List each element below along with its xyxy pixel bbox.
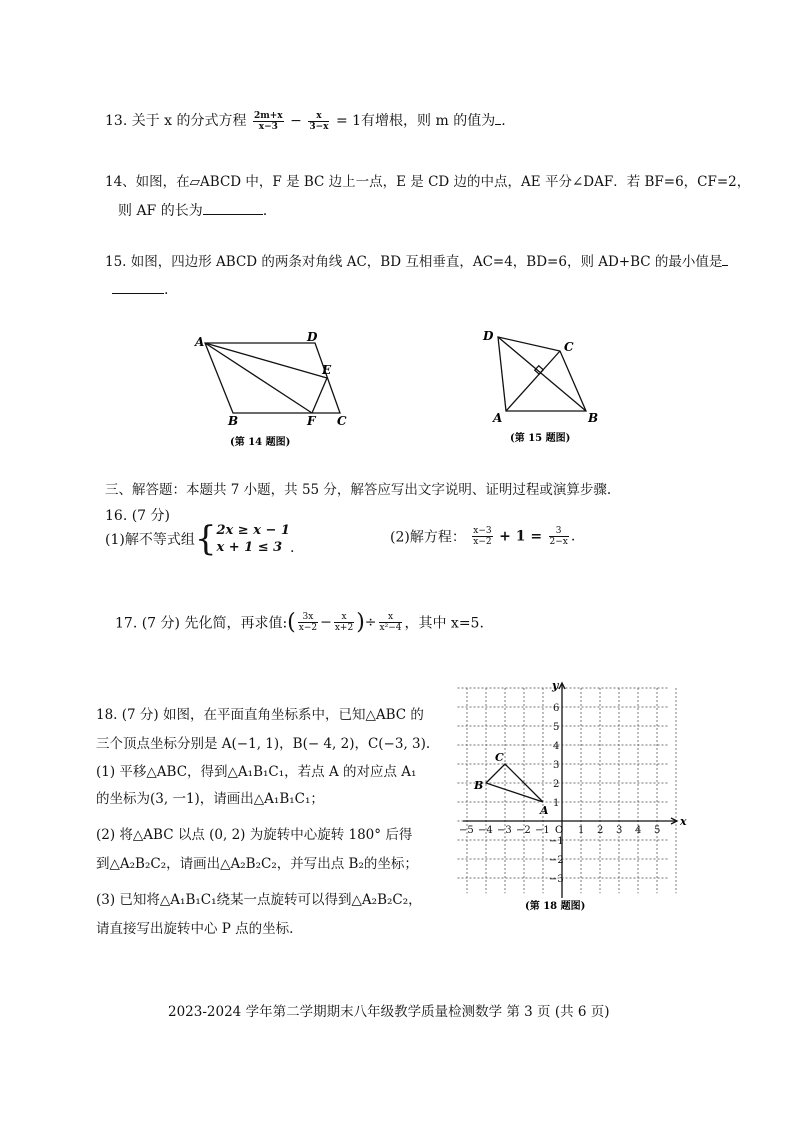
- y-tick-label: −3: [549, 874, 564, 885]
- question-13: [105, 110, 506, 132]
- q16-fraction-1: $\frac{x-3}{x-2}$: [473, 526, 492, 547]
- question-17: 17. (7 分) 先化简，再求值:( $\frac{3x}{x-2}$ − $\frac{x}{x+2}$ )÷ $\frac{x}{\text{x²−4}}$ ，其中 x=5.: [115, 610, 484, 635]
- x-tick-label: −5: [459, 825, 474, 836]
- q16-fraction-2: $\frac{3}{2-x}$: [549, 526, 568, 547]
- q13-text-after: = 1有增根，则 m 的值为: [335, 113, 496, 129]
- figure-14: [190, 328, 370, 450]
- x-tick-label: −1: [535, 825, 550, 836]
- triangle-abc: [473, 751, 549, 817]
- q13-fraction-1: $\frac{2m+x}{x-3}$: [253, 110, 283, 132]
- fig15-label-a: A: [493, 411, 503, 425]
- question-15-line2: .: [112, 282, 168, 298]
- y-tick-label: 5: [553, 722, 560, 733]
- q18-line8: 请直接写出旋转中心 P 点的坐标.: [96, 921, 294, 937]
- fig15-label-d: D: [483, 329, 494, 343]
- fig14-label-b: B: [228, 414, 239, 428]
- figure-15: [478, 325, 608, 450]
- q18-line7: (3) 已知将△A₁B₁C₁绕某一点旋转可以得到△A₂B₂C₂，: [96, 892, 422, 908]
- y-tick-label: 6: [553, 703, 560, 714]
- y-tick-label: 1: [553, 798, 560, 809]
- y-tick-label: 4: [553, 741, 560, 752]
- question-14-line2: 则 AF 的长为 .: [118, 203, 268, 219]
- q18-line6: 到△A₂B₂C₂，请画出△A₂B₂C₂，并写出点 B₂的坐标；: [96, 856, 418, 872]
- q13-end: .: [501, 113, 506, 129]
- page-footer: 2023-2024 学年第二学期期末八年级教学质量检测数学 第 3 页 (共 6 页): [168, 1004, 610, 1020]
- x-tick-label: 1: [578, 825, 585, 836]
- y-tick-label: 3: [553, 760, 560, 771]
- y-tick-label: 2: [553, 779, 560, 790]
- question-15-line1: 15. 如图，四边形 ABCD 的两条对角线 AC，BD 互相垂直，AC=4，BD=6，则 AD+BC 的最小值是: [105, 250, 728, 270]
- q18-line4: 的坐标为(3, 一1)，请画出△A₁B₁C₁；: [96, 791, 324, 807]
- x-tick-label: −2: [516, 825, 531, 836]
- x-tick-label: −4: [478, 825, 493, 836]
- fig14-label-e: E: [322, 363, 332, 377]
- figure-18-coordinate-grid: [455, 678, 690, 913]
- question-14-line1: 14、如图，在▱ABCD 中，F 是 BC 边上一点，E 是 CD 边的中点，AE 平分∠DAF．若 BF=6，CF=2，: [105, 174, 751, 190]
- fig14-label-f: F: [307, 414, 316, 428]
- fig14-label-c: C: [337, 414, 347, 428]
- q18-line2: 三个顶点坐标分别是 A(−1, 1)，B(− 4, 2)，C(−3, 3).: [96, 736, 431, 752]
- q13-minus: −: [290, 113, 302, 129]
- q18-line5: (2) 将△ABC 以点 (0, 2) 为旋转中心旋转 180° 后得: [96, 827, 413, 843]
- question-16-head: 16. (7 分): [105, 508, 170, 524]
- q18-line1: 18. (7 分) 如图，在平面直角坐标系中，已知△ABC 的: [96, 707, 424, 723]
- q13-fraction-2: $\frac{x}{3-x}$: [309, 110, 329, 132]
- fig14-label-d: D: [307, 330, 318, 344]
- question-16-part1: (1)解不等式组{ 2x ≥ x − 1 x + 1 ≤ 3 .: [105, 519, 295, 559]
- q18-line3: (1) 平移△ABC，得到△A₁B₁C₁，若点 A 的对应点 A₁: [96, 764, 417, 780]
- section-3-heading: 三、解答题：本题共 7 小题，共 55 分，解答应写出文字说明、证明过程或演算步骤.: [105, 482, 612, 498]
- origin-label: O: [555, 825, 564, 836]
- y-tick-label: −2: [549, 855, 564, 866]
- fig15-label-c: C: [564, 340, 574, 354]
- point-label-a: A: [540, 804, 549, 817]
- x-tick-label: 4: [635, 825, 642, 836]
- x-tick-label: 2: [597, 825, 604, 836]
- y-axis-label: y: [552, 679, 559, 692]
- fig14-caption: (第 14 题图): [230, 437, 291, 448]
- grid-lines: [458, 688, 677, 893]
- x-tick-label: 5: [654, 825, 661, 836]
- q14-answer-blank[interactable]: [203, 214, 263, 215]
- x-axis-label: x: [680, 815, 687, 828]
- y-tick-label: −1: [549, 836, 564, 847]
- fig15-caption: (第 15 题图): [510, 433, 571, 444]
- q13-text-before: 13. 关于 x 的分式方程: [105, 113, 247, 129]
- fig14-label-a: A: [195, 335, 205, 349]
- x-tick-label: −3: [497, 825, 512, 836]
- q15-answer-blank[interactable]: [112, 293, 164, 294]
- x-tick-label: 3: [616, 825, 623, 836]
- question-16-part2: (2)解方程： $\frac{x-3}{x-2}$ + 1 = $\frac{3}{2-x}$ .: [390, 526, 576, 547]
- point-label-b: B: [474, 779, 484, 792]
- point-label-c: C: [495, 751, 504, 764]
- fig15-label-b: B: [588, 411, 599, 425]
- fig18-caption: (第 18 题图): [525, 901, 586, 912]
